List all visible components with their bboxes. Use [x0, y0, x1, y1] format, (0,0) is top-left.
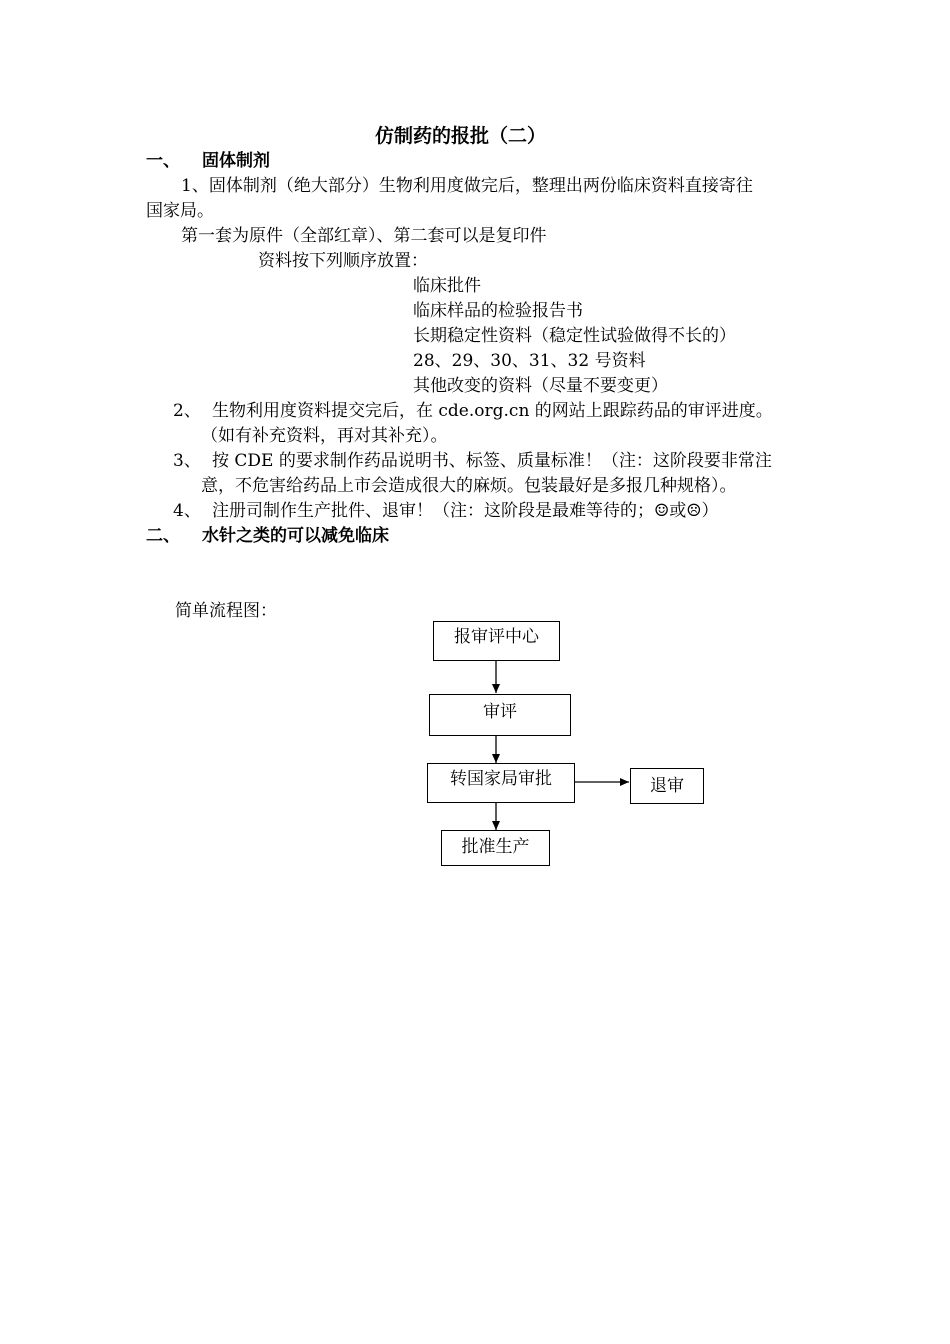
order-intro: 资料按下列顺序放置： [258, 251, 428, 271]
item4-number: 4、 [173, 501, 201, 521]
item2-number: 2、 [173, 401, 201, 421]
flow-node-approve-label: 批准生产 [461, 837, 530, 857]
flow-node-submit [433, 621, 560, 661]
item1-line1: 1、固体制剂（绝大部分）生物利用度做完后，整理出两份临床资料直接寄往 [181, 176, 753, 196]
flow-node-approve [441, 830, 550, 866]
section1-number: 一、 [146, 151, 180, 171]
page-title: 仿制药的报批（二） [375, 125, 547, 147]
section1-heading: 固体制剂 [202, 151, 270, 171]
item3-line2: 意，不危害给药品上市会造成很大的麻烦。包装最好是多报几种规格）。 [201, 476, 737, 496]
item2-line2: （如有补充资料，再对其补充）。 [201, 426, 448, 446]
item3-number: 3、 [173, 451, 201, 471]
order-list-item: 临床样品的检验报告书 [413, 301, 583, 321]
flow-caption: 简单流程图： [175, 601, 277, 621]
order-list-item: 28、29、30、31、32 号资料 [413, 351, 646, 371]
section2-number: 二、 [146, 526, 180, 546]
flow-node-reject [630, 768, 704, 804]
flow-node-transfer [427, 763, 575, 803]
order-list-item: 临床批件 [413, 276, 481, 296]
flow-node-review [429, 694, 571, 736]
flow-node-reject-label: 退审 [650, 776, 684, 796]
order-list-item: 长期稳定性资料（稳定性试验做得不长的） [413, 326, 736, 346]
order-list-item: 其他改变的资料（尽量不要变更） [413, 376, 668, 396]
item4-line1: 注册司制作生产批件、退审！（注：这阶段是最难等待的；☺或☹） [212, 501, 719, 521]
copy-note: 第一套为原件（全部红章）、第二套可以是复印件 [181, 226, 547, 246]
section2-heading: 水针之类的可以减免临床 [202, 526, 389, 546]
flow-node-submit-label: 报审评中心 [454, 627, 539, 647]
flow-node-transfer-label: 转国家局审批 [450, 769, 552, 789]
item3-line1: 按 CDE 的要求制作药品说明书、标签、质量标准！（注：这阶段要非常注 [212, 451, 772, 471]
flow-node-review-label: 审评 [483, 702, 517, 722]
item1-line2: 国家局。 [146, 201, 214, 221]
item2-line1: 生物利用度资料提交完后，在 cde.org.cn 的网站上跟踪药品的审评进度。 [212, 401, 773, 421]
